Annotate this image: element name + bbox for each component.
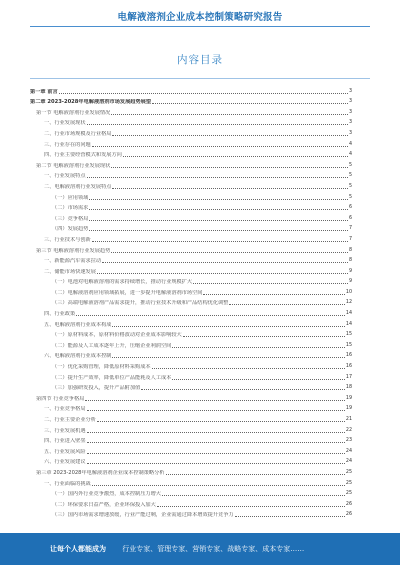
- toc-page-number: 12: [345, 300, 352, 306]
- toc-entry[interactable]: [30, 190, 352, 201]
- toc-entry-text: （三）竞争格局: [52, 215, 89, 222]
- toc-page-number: 18: [345, 385, 352, 391]
- toc-leader-dots: [87, 124, 348, 125]
- toc-leader-dots: [111, 114, 348, 115]
- toc-entry[interactable]: [30, 402, 352, 413]
- toc-entry[interactable]: [30, 84, 352, 95]
- toc-entry-text: （二）电解液溶剂应用领域拓展，进一步提升电解液溶剂市场空间: [52, 289, 203, 296]
- toc-entry[interactable]: [30, 254, 352, 265]
- toc-entry[interactable]: [30, 232, 352, 243]
- toc-entry-text: 一、行业发展现状: [44, 120, 86, 127]
- toc-entry-text: 一、行业发展特点: [44, 173, 86, 180]
- toc-page-number: 16: [345, 364, 352, 370]
- toc-entry[interactable]: [30, 275, 352, 286]
- toc-entry[interactable]: [30, 211, 352, 222]
- toc-leader-dots: [172, 347, 345, 348]
- toc-entry[interactable]: [30, 169, 352, 180]
- toc-page-number: 5: [348, 183, 352, 189]
- toc-leader-dots: [112, 135, 347, 136]
- toc-leader-dots: [89, 209, 348, 210]
- toc-entry-text: 四、行业政策: [44, 311, 76, 318]
- toc-entry-text: 三、行业技术与创新: [44, 236, 91, 243]
- toc-page-number: 8: [348, 258, 352, 264]
- toc-page-number: 4: [348, 141, 352, 147]
- toc-entry-text: 一、行业面临的挑战: [44, 480, 91, 487]
- toc-entry-text: 第四节 行业竞争格局: [36, 395, 85, 402]
- toc-entry[interactable]: [30, 222, 352, 233]
- toc-divider: [30, 78, 370, 79]
- toc-leader-dots: [112, 188, 347, 189]
- toc-leader-dots: [183, 336, 345, 337]
- toc-page-number: 6: [348, 215, 352, 221]
- toc-leader-dots: [87, 463, 345, 464]
- toc-leader-dots: [59, 93, 348, 94]
- toc-entry[interactable]: [30, 95, 352, 106]
- toc-entry[interactable]: [30, 391, 352, 402]
- footer-text: [50, 544, 304, 554]
- toc-page-number: 8: [348, 247, 352, 253]
- footer-slogan: 让每个人都能成为: [50, 545, 106, 553]
- toc-entry[interactable]: [30, 370, 352, 381]
- toc-entry-text: 第二节 电解液溶剂行业发展现状: [36, 162, 111, 169]
- toc-leader-dots: [152, 368, 345, 369]
- toc-page-number: 4: [348, 152, 352, 158]
- toc-entry-text: 六、行业发展建议: [44, 459, 86, 466]
- toc-entry[interactable]: [30, 328, 352, 339]
- toc-page-number: 5: [348, 162, 352, 168]
- toc-entry[interactable]: [30, 148, 352, 159]
- toc-entry-text: 第三节 电解液溶剂行业发展趋势: [36, 247, 111, 254]
- toc-entry-text: （三）高端电解液溶剂产品需求提升，推动行业技术升级和产品结构优化调整: [52, 300, 229, 307]
- toc-page-number: 3: [348, 130, 352, 136]
- toc-page-number: 14: [345, 321, 352, 327]
- toc-page-number: 14: [345, 311, 352, 317]
- toc-entry[interactable]: [30, 126, 352, 137]
- footer-services: 行业专家、管理专家、营销专家、战略专家、成本专家……: [122, 545, 305, 553]
- toc-page-number: 10: [345, 289, 352, 295]
- toc-entry[interactable]: [30, 497, 352, 508]
- toc-page-number: 24: [345, 459, 352, 465]
- toc-page-number: 9: [348, 279, 352, 285]
- header-divider: [30, 26, 370, 27]
- toc-entry[interactable]: [30, 158, 352, 169]
- toc-leader-dots: [92, 241, 348, 242]
- toc-page-number: 7: [348, 226, 352, 232]
- toc-leader-dots: [97, 421, 345, 422]
- toc-entry-text: （二）能源及人工成本逐年上升，压缩企业利润空间: [52, 342, 172, 349]
- toc-leader-dots: [87, 432, 345, 433]
- toc-leader-dots: [102, 262, 348, 263]
- toc-page-number: 26: [345, 501, 352, 507]
- toc-entry-text: （一）应用领域: [52, 194, 89, 201]
- toc-leader-dots: [193, 283, 348, 284]
- toc-leader-dots: [89, 220, 348, 221]
- toc-page-number: 7: [348, 236, 352, 242]
- toc-page-number: 17: [345, 374, 352, 380]
- table-of-contents: [30, 84, 352, 518]
- toc-entry-text: 一、行业竞争格局: [44, 406, 86, 413]
- toc-entry[interactable]: [30, 285, 352, 296]
- toc-entry-text: 四、行业主要经营模式和发展方向: [44, 152, 122, 159]
- toc-leader-dots: [166, 474, 345, 475]
- toc-entry-text: （一）国内外行业竞争激烈，成本控制压力增大: [52, 491, 161, 498]
- toc-entry-text: （二）环保要求日益严格，企业环保投入加大: [52, 501, 156, 508]
- toc-entry[interactable]: [30, 264, 352, 275]
- toc-leader-dots: [87, 442, 345, 443]
- toc-leader-dots: [87, 453, 345, 454]
- toc-entry[interactable]: [30, 179, 352, 190]
- toc-entry-text: （三）国内市场需求增速放缓，行业产能过剩，企业需通过降本增效提升竞争力: [52, 512, 234, 519]
- toc-leader-dots: [172, 379, 345, 380]
- toc-page-number: 3: [348, 99, 352, 105]
- toc-page-number: 25: [345, 469, 352, 475]
- toc-page-number: 23: [345, 438, 352, 444]
- toc-entry-text: 第三章 2023-2028年电解液溶剂企业成本控制策略分析: [36, 469, 165, 476]
- footer-banner: [0, 533, 400, 565]
- toc-entry-text: 五、电解液溶剂行业成本构成: [44, 321, 112, 328]
- toc-leader-dots: [85, 400, 345, 401]
- toc-entry[interactable]: [30, 349, 352, 360]
- toc-leader-dots: [157, 506, 345, 507]
- toc-leader-dots: [141, 389, 345, 390]
- toc-entry[interactable]: [30, 201, 352, 212]
- toc-page-number: 9: [348, 268, 352, 274]
- toc-leader-dots: [92, 146, 348, 147]
- toc-entry[interactable]: [30, 296, 352, 307]
- toc-entry[interactable]: [30, 306, 352, 317]
- toc-entry[interactable]: [30, 381, 352, 392]
- toc-leader-dots: [123, 156, 348, 157]
- toc-leader-dots: [92, 485, 345, 486]
- toc-entry[interactable]: [30, 487, 352, 498]
- toc-leader-dots: [89, 230, 348, 231]
- toc-leader-dots: [152, 103, 348, 104]
- toc-page-number: 26: [345, 512, 352, 518]
- toc-entry-text: 五、行业发展风险: [44, 448, 86, 455]
- toc-page-number: 15: [345, 332, 352, 338]
- toc-entry-text: 三、行业存在的问题: [44, 141, 91, 148]
- toc-leader-dots: [87, 177, 348, 178]
- toc-page-number: 6: [348, 205, 352, 211]
- toc-page-number: 22: [345, 427, 352, 433]
- toc-page-number: 25: [345, 480, 352, 486]
- toc-page-number: 3: [348, 120, 352, 126]
- toc-entry-text: 三、行业发展机遇: [44, 427, 86, 434]
- toc-entry[interactable]: [30, 508, 352, 519]
- toc-leader-dots: [89, 199, 348, 200]
- toc-page-number: 21: [345, 417, 352, 422]
- toc-entry-text: 二、电解液溶剂行业发展特点: [44, 183, 112, 190]
- toc-leader-dots: [112, 326, 344, 327]
- toc-page-number: 5: [348, 194, 352, 200]
- toc-leader-dots: [97, 273, 348, 274]
- toc-leader-dots: [203, 294, 344, 295]
- toc-entry-text: 二、行业主要企业分析: [44, 417, 96, 423]
- toc-entry[interactable]: [30, 434, 352, 445]
- toc-entry-text: （一）原材料成本，原材料价格波动对企业成本影响较大: [52, 332, 182, 339]
- toc-entry[interactable]: [30, 455, 352, 466]
- toc-leader-dots: [229, 304, 345, 305]
- toc-entry[interactable]: [30, 412, 352, 423]
- toc-page-number: 19: [345, 395, 352, 401]
- toc-entry[interactable]: [30, 476, 352, 487]
- toc-entry[interactable]: [30, 137, 352, 148]
- toc-page-number: 24: [345, 448, 352, 454]
- toc-entry-text: 二、行业市场规模及行业格局: [44, 130, 112, 137]
- report-title: 电解液溶剂企业成本控制策略研究报告: [117, 12, 283, 23]
- toc-page-number: 25: [345, 491, 352, 497]
- toc-entry-text: （二）市场需求: [52, 205, 89, 212]
- toc-leader-dots: [76, 315, 345, 316]
- toc-page-number: 3: [348, 88, 352, 94]
- toc-entry-text: 第一节 电解液溶剂行业发展情况: [36, 109, 111, 116]
- toc-entry[interactable]: [30, 317, 352, 328]
- toc-entry-text: （二）提升生产效率，降低单位产品能耗及人工成本: [52, 374, 172, 381]
- toc-entry-text: （一）优化采购管理，降低原材料采购成本: [52, 364, 151, 371]
- toc-entry-text: 一、新能源汽车需求拉动: [44, 258, 102, 265]
- toc-entry-text: （四）发展趋势: [52, 226, 89, 233]
- toc-leader-dots: [87, 410, 345, 411]
- toc-leader-dots: [162, 495, 345, 496]
- toc-entry[interactable]: [30, 423, 352, 434]
- toc-entry-text: （一）电池对电解液溶剂的需求持续增长，推动行业规模扩大: [52, 279, 193, 286]
- toc-page-number: 5: [348, 173, 352, 179]
- toc-entry[interactable]: [30, 116, 352, 127]
- toc-entry[interactable]: [30, 105, 352, 116]
- toc-leader-dots: [111, 252, 348, 253]
- toc-entry-text: 四、行业进入壁垒: [44, 438, 86, 445]
- toc-leader-dots: [111, 167, 348, 168]
- toc-entry[interactable]: [30, 465, 352, 476]
- toc-entry[interactable]: [30, 338, 352, 349]
- toc-leader-dots: [235, 516, 345, 517]
- toc-entry-text: 六、电解液溶剂行业成本控制: [44, 353, 112, 360]
- toc-leader-dots: [112, 357, 344, 358]
- toc-entry-text: 第二章 2023-2028年电解液溶剂市场发展趋势展望: [30, 99, 152, 106]
- toc-entry-text: 二、储能市场快速发展: [44, 268, 96, 275]
- toc-page-number: 16: [345, 353, 352, 359]
- toc-entry-text: 第一章 前言: [30, 88, 58, 95]
- toc-page-number: 15: [345, 342, 352, 348]
- toc-page-number: 3: [348, 109, 352, 115]
- toc-entry[interactable]: [30, 359, 352, 370]
- toc-entry-text: （三）加强研发投入，提升产品附加值: [52, 385, 141, 392]
- toc-heading: 内容目录: [177, 54, 223, 66]
- toc-entry[interactable]: [30, 243, 352, 254]
- toc-page-number: 19: [345, 406, 352, 412]
- toc-entry[interactable]: [30, 444, 352, 455]
